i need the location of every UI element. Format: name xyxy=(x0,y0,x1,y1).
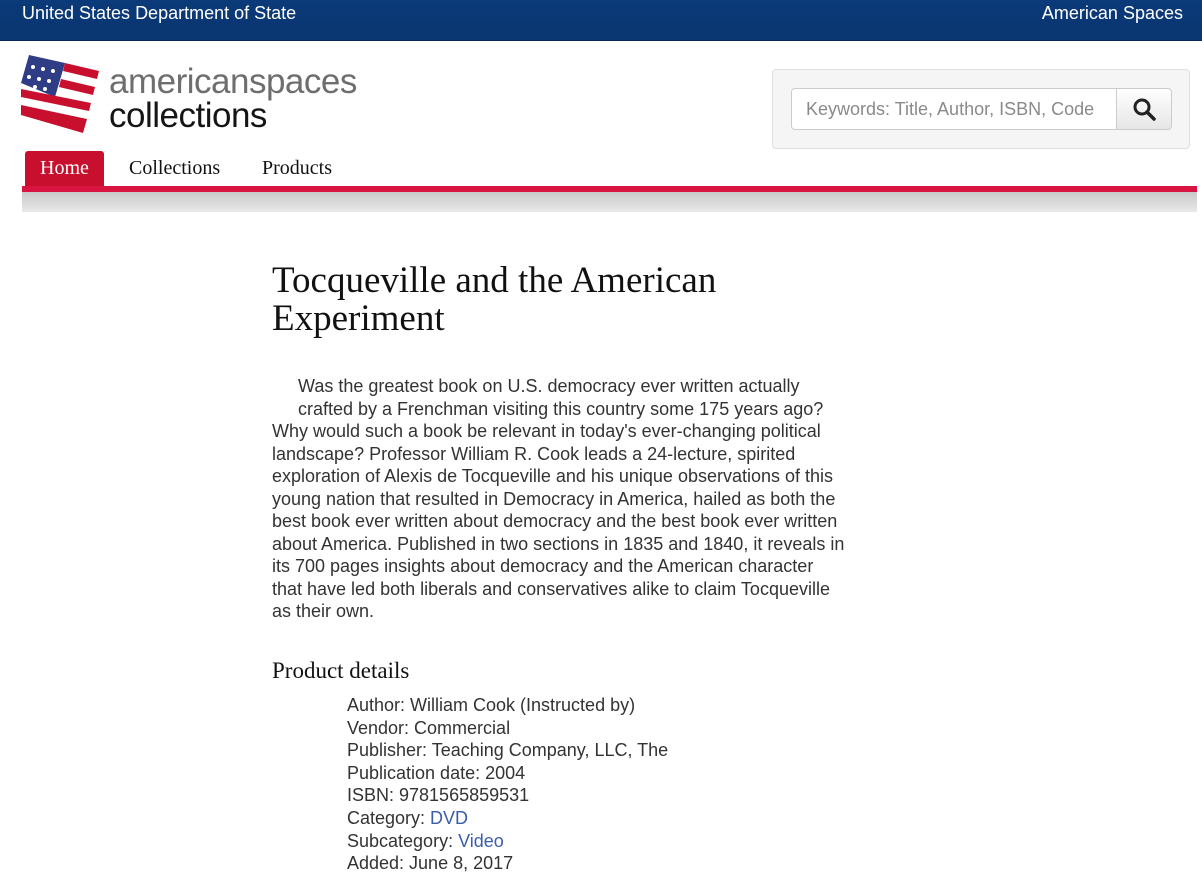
description-line: its 700 pages insights about democracy and the American character xyxy=(272,556,814,576)
subcategory-link[interactable]: Video xyxy=(458,830,504,851)
detail-publication-date: Publication date: 2004 xyxy=(347,762,526,783)
detail-added: Added: June 8, 2017 xyxy=(347,853,514,874)
description-line: exploration of Alexis de Tocqueville and his unique observations of this xyxy=(272,466,834,486)
search-panel xyxy=(772,69,1190,149)
subcategory-label: Subcategory: xyxy=(347,830,459,851)
detail-category xyxy=(347,807,668,830)
department-link[interactable]: United States Department of State xyxy=(22,3,297,23)
description-line: best book ever written about democracy and the best book ever written xyxy=(272,511,838,531)
product-details-list xyxy=(347,694,668,875)
description-line: that have led both liberals and conservatives alike to claim Tocqueville xyxy=(272,578,830,599)
category-label: Category: xyxy=(347,807,431,828)
logo-text-collections: collections xyxy=(109,96,267,135)
description-line: about America. Published in two sections in 1835 and 1840, it reveals in xyxy=(272,533,845,554)
description-line: Why would such a book be relevant in today's ever-changing political xyxy=(272,421,821,441)
tab-collections[interactable]: Collections xyxy=(129,157,221,179)
product-description xyxy=(272,375,872,623)
description-line: young nation that resulted in Democracy in America, hailed as both the xyxy=(272,488,836,509)
nav-grey-bar xyxy=(22,192,1197,212)
tab-home[interactable]: Home xyxy=(25,151,104,187)
detail-author: Author: William Cook (Instructed by) xyxy=(347,695,636,715)
detail-publisher: Publisher: Teaching Company, LLC, The xyxy=(347,740,669,761)
tab-products[interactable]: Products xyxy=(262,157,332,179)
site-logo[interactable] xyxy=(21,53,381,137)
description-line: crafted by a Frenchman visiting this country some 175 years ago? xyxy=(298,398,824,419)
search-icon xyxy=(1132,97,1156,121)
page-title: Tocqueville and the American Experiment xyxy=(272,260,717,339)
search-button[interactable] xyxy=(1116,88,1172,130)
detail-isbn: ISBN: 9781565859531 xyxy=(347,785,530,806)
detail-vendor: Vendor: Commercial xyxy=(347,717,511,738)
flag-logo-icon xyxy=(21,53,101,135)
product-content xyxy=(272,260,872,874)
product-details-heading: Product details xyxy=(272,658,410,683)
description-line: landscape? Professor William R. Cook leads a 24-lecture, spirited xyxy=(272,443,796,464)
american-spaces-link[interactable]: American Spaces xyxy=(1041,3,1183,23)
category-link[interactable]: DVD xyxy=(430,807,469,828)
description-line: as their own. xyxy=(272,601,375,621)
detail-subcategory xyxy=(347,830,668,853)
search-input[interactable] xyxy=(791,88,1117,130)
description-line: Was the greatest book on U.S. democracy ever written actually xyxy=(298,376,800,396)
top-banner xyxy=(0,0,1202,41)
logo-text-americanspaces: americanspaces xyxy=(109,62,357,101)
